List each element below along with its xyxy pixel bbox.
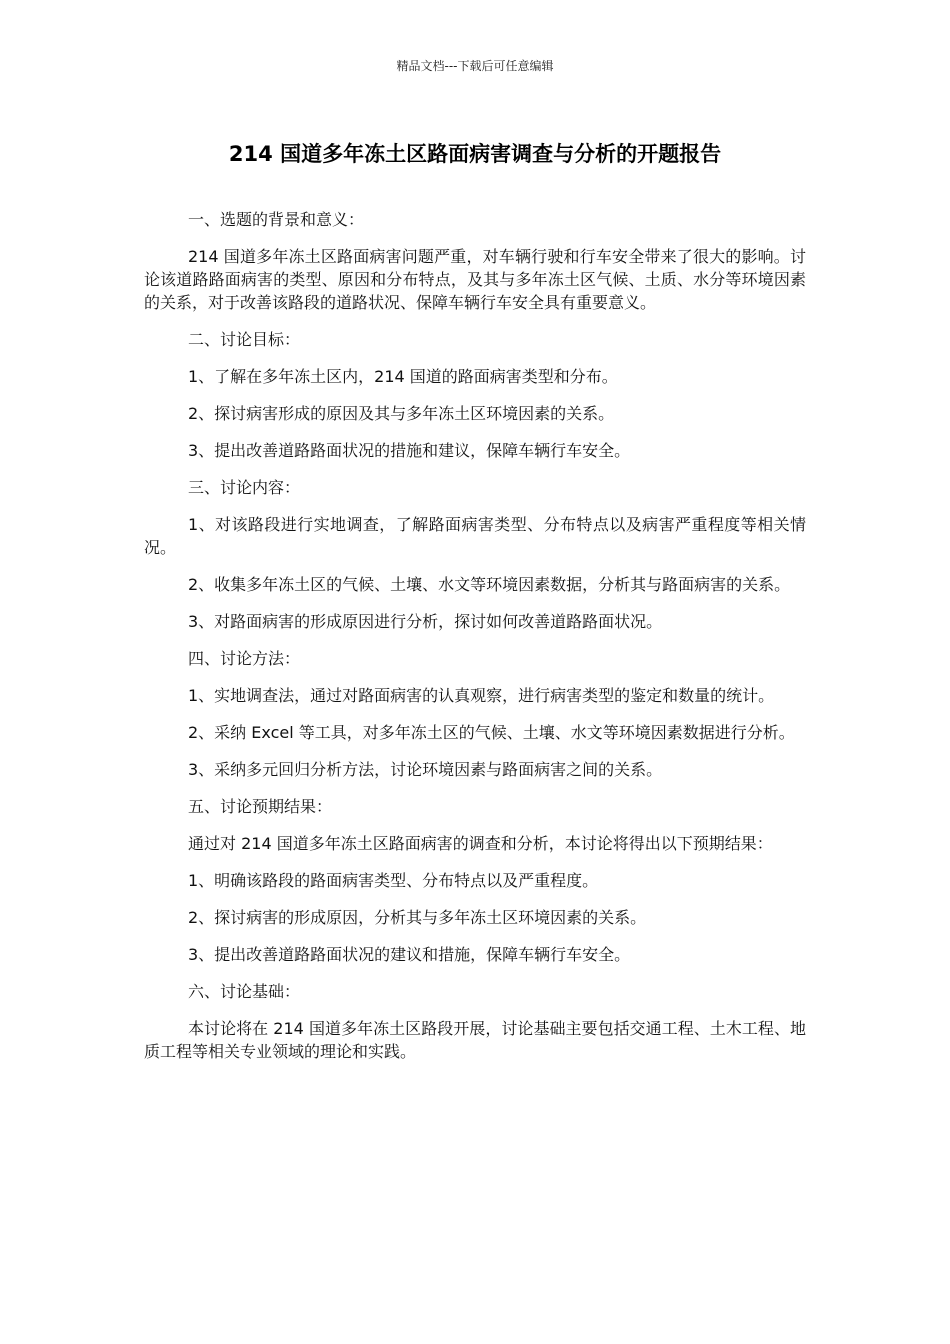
list-item: 3、采纳多元回归分析方法，讨论环境因素与路面病害之间的关系。 bbox=[188, 760, 663, 779]
section-heading-expected-results: 五、讨论预期结果： bbox=[188, 797, 333, 816]
list-item: 1、了解在多年冻土区内，214 国道的路面病害类型和分布。 bbox=[188, 367, 618, 386]
section-heading-background: 一、选题的背景和意义： bbox=[188, 210, 365, 229]
list-item: 2、收集多年冻土区的气候、土壤、水文等环境因素数据，分析其与路面病害的关系。 bbox=[188, 575, 791, 594]
document-body bbox=[144, 208, 806, 1077]
list-item: 3、对路面病害的形成原因进行分析，探讨如何改善道路路面状况。 bbox=[188, 612, 663, 631]
list-item: 1、明确该路段的路面病害类型、分布特点以及严重程度。 bbox=[188, 871, 599, 890]
document-title: 214 国道多年冻土区路面病害调查与分析的开题报告 bbox=[228, 142, 722, 166]
list-item: 2、采纳 Excel 等工具，对多年冻土区的气候、土壤、水文等环境因素数据进行分析。 bbox=[188, 723, 795, 742]
list-item: 1、实地调查法，通过对路面病害的认真观察，进行病害类型的鉴定和数量的统计。 bbox=[188, 686, 775, 705]
paragraph-expected-results: 通过对 214 国道多年冻土区路面病害的调查和分析，本讨论将得出以下预期结果： bbox=[188, 834, 773, 853]
list-item: 2、探讨病害形成的原因及其与多年冻土区环境因素的关系。 bbox=[188, 404, 615, 423]
paragraph-basis: 本讨论将在 214 国道多年冻土区路段开展，讨论基础主要包括交通工程、土木工程、地质工程等相关专业领域的理论和实践。 bbox=[144, 1019, 806, 1061]
section-heading-content: 三、讨论内容： bbox=[188, 478, 301, 497]
section-heading-methods: 四、讨论方法： bbox=[188, 649, 301, 668]
list-item: 1、对该路段进行实地调查，了解路面病害类型、分布特点以及病害严重程度等相关情况。 bbox=[144, 515, 806, 557]
section-heading-basis: 六、讨论基础： bbox=[188, 982, 301, 1001]
list-item: 3、提出改善道路路面状况的措施和建议，保障车辆行车安全。 bbox=[188, 441, 631, 460]
list-item: 2、探讨病害的形成原因，分析其与多年冻土区环境因素的关系。 bbox=[188, 908, 647, 927]
paragraph-background: 214 国道多年冻土区路面病害问题严重，对车辆行驶和行车安全带来了很大的影响。讨论该道路路面病害的类型、原因和分布特点，及其与多年冻土区气候、土质、水分等环境因素的关系，对于改善该路段的道路状况、保障车辆行车安全具有重要意义。 bbox=[144, 247, 806, 312]
list-item: 3、提出改善道路路面状况的建议和措施，保障车辆行车安全。 bbox=[188, 945, 631, 964]
page-header: 精品文档---下载后可任意编辑 bbox=[396, 59, 554, 73]
section-heading-objectives: 二、讨论目标： bbox=[188, 330, 301, 349]
